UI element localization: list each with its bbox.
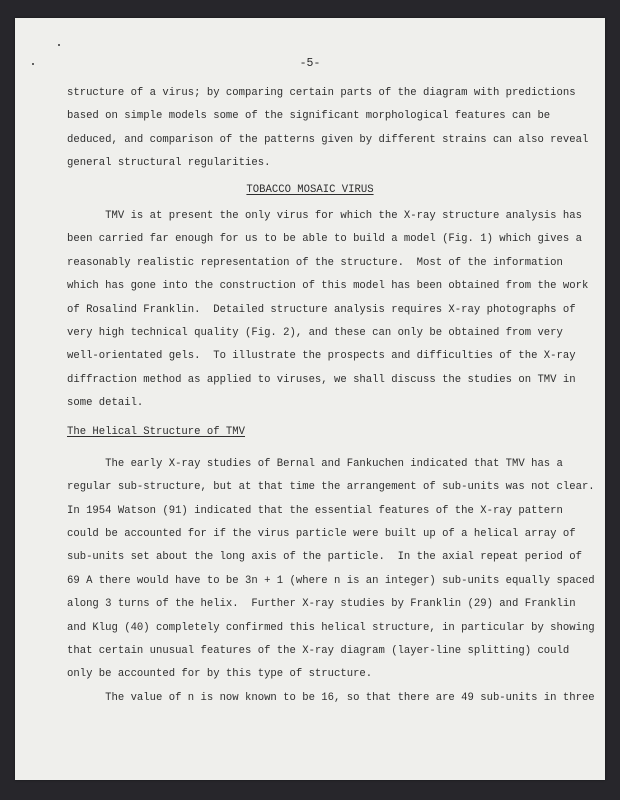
text-line: could be accounted for if the virus particle were built up of a helical array of bbox=[67, 528, 576, 541]
paragraph-2 bbox=[67, 205, 597, 416]
text-line: very high technical quality (Fig. 2), and these can only be obtained from very bbox=[67, 326, 563, 339]
section-heading bbox=[15, 179, 605, 202]
paragraph-1 bbox=[67, 82, 597, 176]
section-heading-text: TOBACCO MOSAIC VIRUS bbox=[246, 183, 374, 196]
text-line: 69 A there would have to be 3n + 1 (where n is an integer) sub-units equally spaced bbox=[67, 574, 595, 587]
paragraph-3 bbox=[67, 453, 597, 687]
text-line: only be accounted for by this type of structure. bbox=[67, 668, 373, 681]
text-line: In 1954 Watson (91) indicated that the essential features of the X-ray pattern bbox=[67, 504, 563, 517]
text-line: well-orientated gels. To illustrate the prospects and difficulties of the X-ray bbox=[67, 350, 576, 363]
text-line: The early X-ray studies of Bernal and Fankuchen indicated that TMV has a bbox=[67, 457, 563, 470]
text-line: deduced, and comparison of the patterns given by different strains can also reveal bbox=[67, 133, 589, 146]
page-number: -5- bbox=[299, 57, 321, 70]
text-line: and Klug (40) completely confirmed this helical structure, in particular by showing bbox=[67, 621, 595, 634]
text-line: The value of n is now known to be 16, so that there are 49 sub-units in three bbox=[67, 691, 595, 704]
text-line: been carried far enough for us to be able to build a model (Fig. 1) which gives a bbox=[67, 233, 582, 246]
document-page bbox=[15, 18, 605, 780]
text-line: TMV is at present the only virus for which the X-ray structure analysis has bbox=[67, 209, 582, 222]
text-line: regular sub-structure, but at that time the arrangement of sub-units was not clear. bbox=[67, 481, 595, 494]
text-line: that certain unusual features of the X-ray diagram (layer-line splitting) could bbox=[67, 644, 570, 657]
text-line: based on simple models some of the significant morphological features can be bbox=[67, 110, 551, 123]
text-line: which has gone into the construction of this model has been obtained from the work bbox=[67, 280, 589, 293]
text-line: reasonably realistic representation of the structure. Most of the information bbox=[67, 256, 563, 269]
text-line: sub-units set about the long axis of the particle. In the axial repeat period of bbox=[67, 551, 582, 564]
text-line: along 3 turns of the helix. Further X-ray studies by Franklin (29) and Franklin bbox=[67, 598, 576, 611]
subsection-heading-text: The Helical Structure of TMV bbox=[67, 426, 246, 439]
text-line: some detail. bbox=[67, 397, 144, 410]
paper-speck bbox=[32, 63, 34, 65]
paragraph-4 bbox=[67, 687, 597, 710]
paper-speck bbox=[58, 44, 60, 46]
text-line: general structural regularities. bbox=[67, 157, 271, 170]
text-line: of Rosalind Franklin. Detailed structure analysis requires X-ray photographs of bbox=[67, 303, 576, 316]
subsection-heading bbox=[67, 421, 605, 444]
text-line: structure of a virus; by comparing certain parts of the diagram with predictions bbox=[67, 87, 576, 99]
text-line: diffraction method as applied to viruses, we shall discuss the studies on TMV in bbox=[67, 373, 576, 386]
